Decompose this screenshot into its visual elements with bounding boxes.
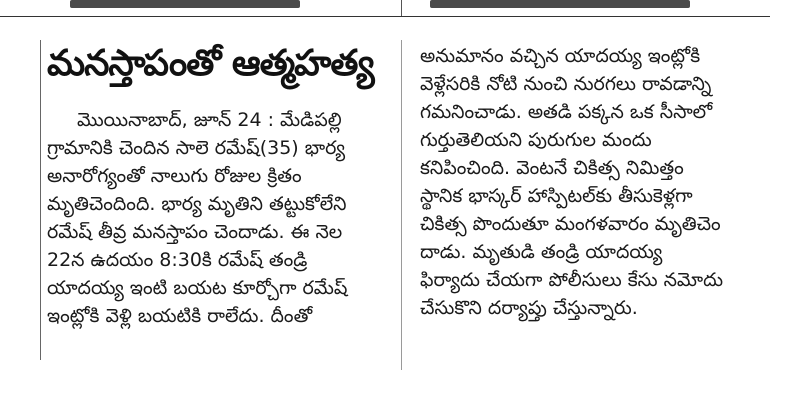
top-divider: [0, 16, 770, 17]
column-divider: [401, 40, 402, 370]
article-body-left-column: [47, 106, 399, 330]
body-line: గమనించాడు. అతడి పక్కన ఒక సీసాలో: [420, 101, 713, 123]
body-line: గుర్తుతెలియని పురుగుల మందు: [420, 129, 652, 151]
body-line: ఇంట్లోకి వెళ్లి బయటికి రాలేదు. దీంతో: [47, 305, 313, 327]
body-line: మొయినాబాద్, జూన్ 24 : మేడిపల్లి: [77, 109, 342, 131]
body-line: 22న ఉదయం 8:30కి రమేష్ తండ్రి: [47, 249, 308, 271]
body-line: చికిత్స పొందుతూ మంగళవారం మృతిచెం: [420, 213, 721, 235]
body-line: స్థానిక భాస్కర్ హాస్పిటల్‌కు తీసుకెళ్లగా: [420, 185, 693, 207]
body-line: అనారోగ్యంతో నాలుగు రోజుల క్రితం: [47, 165, 302, 187]
body-line: కనిపించింది. వెంటనే చికిత్స నిమిత్తం: [420, 157, 684, 179]
body-line: అనుమానం వచ్చిన యాదయ్య ఇంట్లోకి: [420, 45, 701, 67]
body-line: రమేష్ తీవ్ర మనస్తాపం చెందాడు. ఈ నెల: [47, 221, 343, 243]
left-margin-rule: [40, 40, 41, 360]
article-body-right-column: [420, 42, 780, 322]
body-line: దాడు. మృతుడి తండ్రి యాదయ్య: [420, 241, 663, 263]
cut-off-text-right: [430, 0, 690, 8]
body-line: మృతిచెందింది. భార్య మృతిని తట్టుకోలేని: [47, 193, 347, 215]
body-line: చేసుకొని దర్యాప్తు చేస్తున్నారు.: [420, 297, 638, 319]
body-line: వెళ్లేసరికి నోటి నుంచి నురగలు రావడాన్ని: [420, 73, 712, 95]
column-divider-top: [401, 0, 402, 16]
cut-off-text-left: [70, 0, 300, 8]
body-line: ఫిర్యాదు చేయగా పోలీసులు కేసు నమోదు: [420, 269, 724, 291]
article-headline: మనస్తాపంతో ఆత్మహత్య: [47, 43, 374, 84]
body-line: యాదయ్య ఇంటి బయట కూర్చోగా రమేష్: [47, 277, 348, 299]
body-line: గ్రామానికి చెందిన సాలె రమేష్(35) భార్య: [47, 137, 346, 159]
